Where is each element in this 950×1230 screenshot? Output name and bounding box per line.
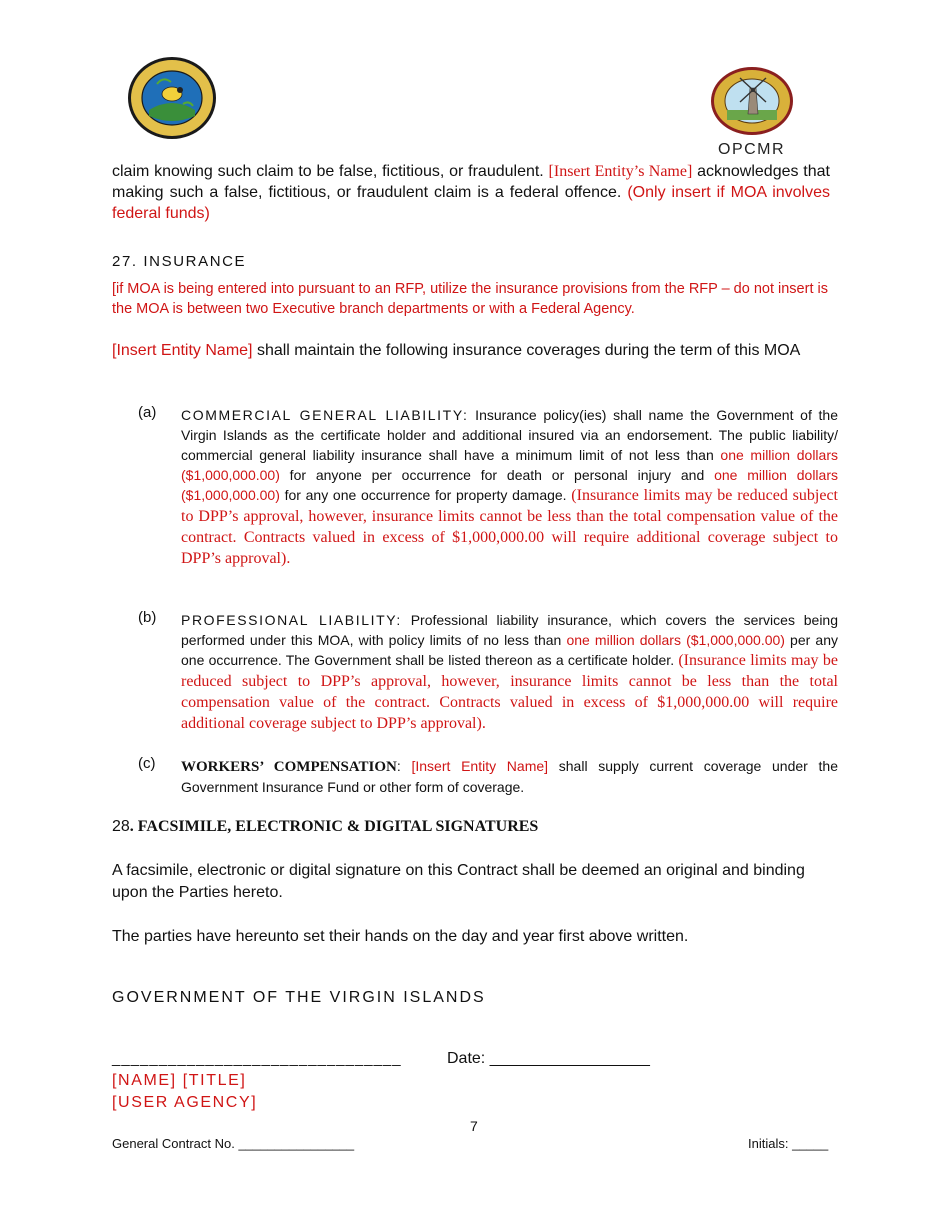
item-c-label: (c) [138, 755, 156, 772]
section-28-heading: 28. FACSIMILE, ELECTRONIC & DIGITAL SIGNATURES [112, 818, 539, 835]
item-b-professional-liability: PROFESSIONAL LIABILITY: Professional liability insurance, which covers the services being performed under this MOA, with policy limits of no less than one million dollars ($1,000,000.00) per any one occurrence. The Government shall be listed thereon as a certificate holder. (Insurance limits may be reduced subject to DPP’s approval, however, insurance limits cannot be less than the total compensation value of the contract. Contracts valued in excess of $1,000,000.00 will require additional coverage subject to DPP’s approval). [181, 612, 838, 732]
page-number: 7 [470, 1118, 478, 1134]
initials-field: Initials: _____ [748, 1136, 829, 1151]
item-c-workers-compensation: WORKERS’ COMPENSATION: [Insert Entity Name] shall supply current coverage under the Government Insurance Fund or other form of coverage. [181, 758, 838, 795]
section-27-heading: 27. INSURANCE [112, 253, 247, 270]
item-a-commercial-general-liability: COMMERCIAL GENERAL LIABILITY: Insurance policy(ies) shall name the Government of the Virgin Islands as the certificate holder and additional insured via an endorsement. The public liability/ commercial general liability insurance shall have a minimum limit of not less than one million dollars ($1,000,000.00) for anyone per occurrence for death or personal injury and one million dollars ($1,000,000.00) for any one occurrence for property damage. (Insurance limits may be reduced subject to DPP’s approval, however, insurance limits cannot be less than the total compensation value of the contract. Contracts valued in excess of $1,000,000.00 will require additional coverage subject to DPP’s approval). [181, 407, 838, 567]
federal-funds-note: (Only insert if MOA involves federal funds) [112, 184, 831, 222]
section-28-body: A facsimile, electronic or digital signature on this Contract shall be deemed an original and binding upon the Parties hereto. [112, 862, 805, 901]
continuation-paragraph: claim knowing such claim to be false, fictitious, or fraudulent. [Insert Entity’s Name] acknowledges that making such a false, fictitious, or fraudulent claim is a federal offence. (Only insert if MOA involves federal funds) [112, 163, 831, 222]
item-b-label: (b) [138, 609, 157, 626]
parties-statement: The parties have hereunto set their hands on the day and year first above written. [112, 928, 689, 945]
contract-number-field: General Contract No. ________________ [112, 1136, 355, 1151]
signer-name-title: [NAME] [TITLE] [112, 1072, 247, 1089]
section-27-note: [if MOA is being entered into pursuant to an RFP, utilize the insurance provisions from the RFP – do not insert is the MOA is between two Executive branch departments or with a Federal Agency. [112, 281, 828, 317]
item-a-label: (a) [138, 404, 157, 421]
signature-party-heading: GOVERNMENT OF THE VIRGIN ISLANDS [112, 989, 486, 1006]
item-b-title: PROFESSIONAL LIABILITY: [181, 612, 402, 628]
dpp-department-seal [710, 66, 794, 136]
item-a-title: COMMERCIAL GENERAL LIABILITY: [181, 407, 469, 423]
signer-agency: [USER AGENCY] [112, 1094, 258, 1111]
usvi-government-seal [127, 56, 217, 140]
header-label: OPCMR [718, 141, 786, 158]
item-c-title: WORKERS’ COMPENSATION [181, 759, 397, 775]
insert-entity-name: [Insert Entity’s Name] [548, 163, 693, 180]
signature-line: _______________________________ [112, 1050, 402, 1067]
date-line: Date: __________________ [447, 1050, 650, 1067]
insurance-intro: [Insert Entity Name] shall maintain the following insurance coverages during the term of this MOA [112, 342, 801, 359]
